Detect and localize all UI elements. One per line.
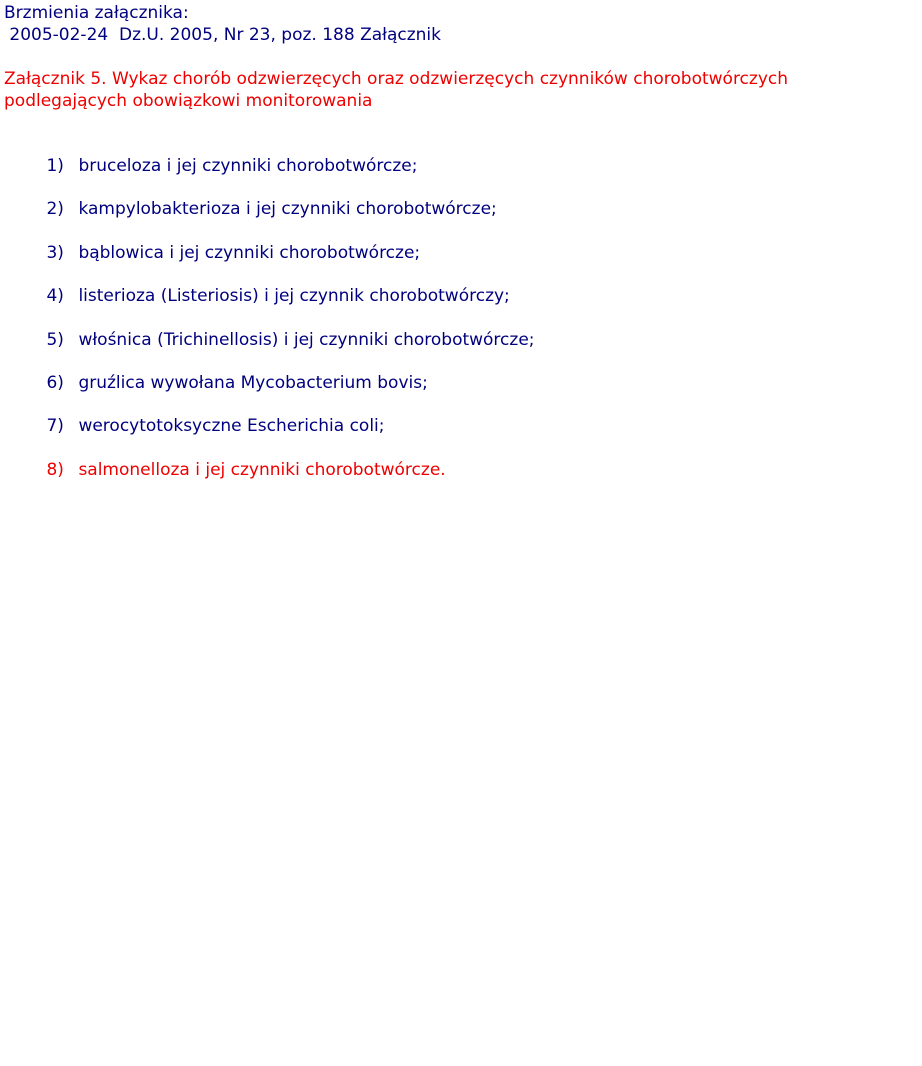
list-item xyxy=(4,307,922,350)
item-text: listerioza (Listeriosis) i jej czynnik chorobotwórczy; xyxy=(78,286,510,307)
item-text: bruceloza i jej czynniki chorobotwórcze; xyxy=(78,156,418,176)
item-number: 7) xyxy=(46,416,64,437)
disease-list xyxy=(4,133,922,480)
list-item xyxy=(4,393,922,437)
list-item-highlighted xyxy=(4,437,922,480)
item-text: salmonelloza i jej czynniki chorobotwórcze. xyxy=(78,459,446,480)
item-number: 6) xyxy=(46,372,64,393)
list-item xyxy=(4,176,922,220)
item-number: 8) xyxy=(46,459,64,480)
item-number: 5) xyxy=(46,329,64,350)
version-label: Brzmienia załącznika: xyxy=(4,3,189,23)
item-text: gruźlica wywołana Mycobacterium bovis; xyxy=(78,372,428,393)
annex-title: Załącznik 5. Wykaz chorób odzwierzęcych oraz odzwierzęcych czynników chorobotwórczych podlegających obowiązkowi monitorowania xyxy=(4,69,789,111)
item-text: bąblowica i jej czynniki chorobotwórcze; xyxy=(78,242,421,263)
item-text: włośnica (Trichinellosis) i jej czynniki chorobotwórcze; xyxy=(78,329,535,350)
list-item xyxy=(4,220,922,263)
item-text: werocytotoksyczne Escherichia coli; xyxy=(78,416,385,437)
list-item xyxy=(4,350,922,393)
item-number: 1) xyxy=(46,156,64,176)
list-item xyxy=(4,263,922,307)
document-page xyxy=(0,0,922,480)
version-link[interactable]: 2005-02-24 Dz.U. 2005, Nr 23, poz. 188 Załącznik xyxy=(4,25,441,45)
item-text: kampylobakterioza i jej czynniki chorobotwórcze; xyxy=(78,199,497,220)
item-number: 3) xyxy=(46,242,64,263)
item-number: 4) xyxy=(46,286,64,307)
item-number: 2) xyxy=(46,199,64,220)
list-item xyxy=(4,133,922,176)
